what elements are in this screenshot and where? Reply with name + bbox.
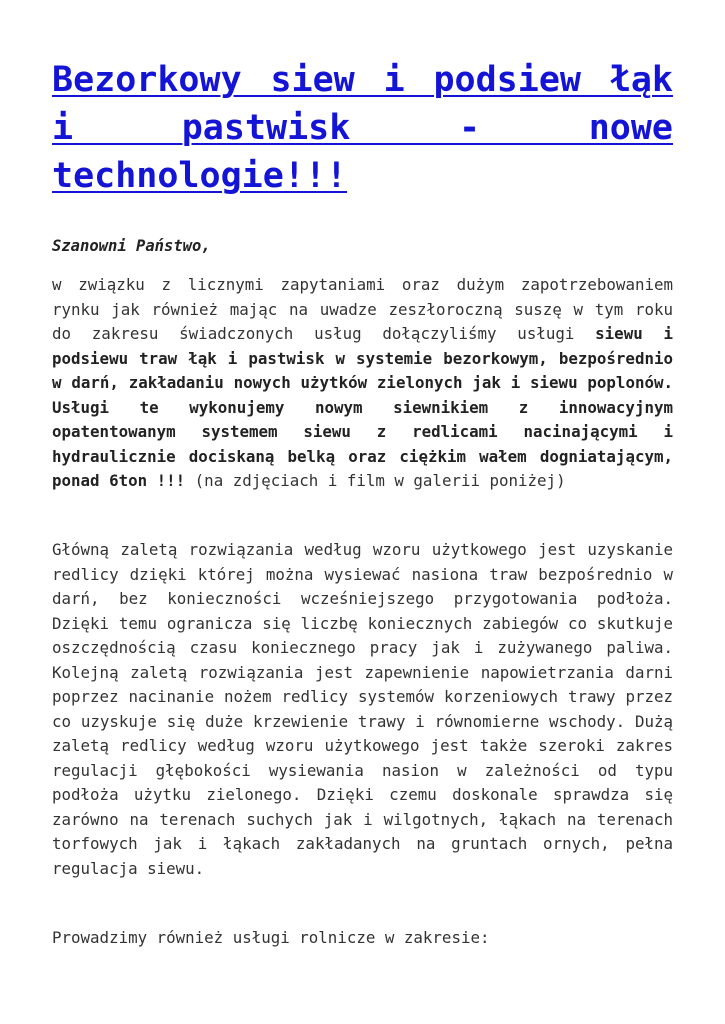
paragraph-bold-text: siewu i podsiewu traw łąk i pastwisk w systemie bezorkowym, bezpośrednio w darń, zakładaniu nowych użytków zielonych jak i siewu poplonów. Usługi te wykonujemy nowym siewnikiem z innowacyjnym opatentowanym systemem siewu z redlicami nacinającymi i hydraulicznie dociskaną belką oraz ciężkim wałem dogniatającym, ponad 6ton !!! xyxy=(52,324,674,490)
greeting: Szanowni Państwo, xyxy=(52,237,211,255)
paragraph-other-services: Prowadzimy również usługi rolnicze w zakresie: xyxy=(52,928,490,947)
paragraph-text: w związku z licznymi zapytaniami oraz dużym zapotrzebowaniem rynku jak również mając na uwadze zeszłoroczną suszę w tym roku do zakresu świadczonych usług dołączyliśmy usługi xyxy=(52,275,673,343)
paragraph-text: (na zdjęciach i film w galerii poniżej) xyxy=(185,471,566,490)
paragraph-advantages: Główną zaletą rozwiązania według wzoru użytkowego jest uzyskanie redlicy dzięki której można wysiewać nasiona traw bezpośrednio w darń, bez konieczności wcześniejszego przygotowania podłoża. Dzięki temu ogranicza się liczbę koniecznych zabiegów co skutkuje oszczędnością czasu koniecznego pracy jak i zużywanego paliwa. Kolejną zaletą rozwiązania jest zapewnienie napowietrzania darni poprzez nacinanie nożem redlicy systemów korzeniowych trawy przez co uzyskuje się duże krzewienie trawy i równomierne wschody. Dużą zaletą redlicy według wzoru użytkowego jest także szeroki zakres regulacji głębokości wysiewania nasion w zależności od typu podłoża użytku zielonego. Dzięki czemu doskonale sprawdza się zarówno na terenach suchych jak i wilgotnych, łąkach na terenach torfowych jak i łąkach zakładanych na gruntach ornych, pełna regulacja siewu. xyxy=(52,540,673,878)
article xyxy=(52,56,674,947)
article-title xyxy=(52,56,673,200)
paragraph-services-intro xyxy=(52,273,673,494)
article-title-link[interactable]: Bezorkowy siew i podsiew łąk i pastwisk - nowe technologie!!! xyxy=(52,60,673,196)
